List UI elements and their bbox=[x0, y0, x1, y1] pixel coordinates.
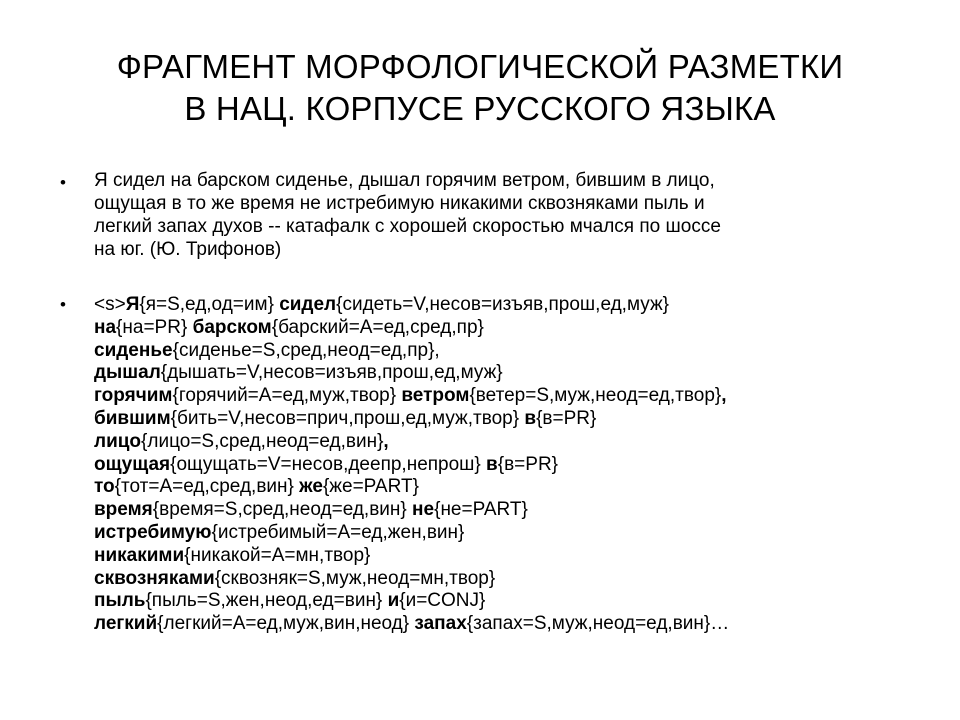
word-form: не bbox=[412, 499, 435, 521]
grammar-tags: {время=S,сред,неод=ед,вин} bbox=[152, 499, 413, 521]
word-form: , bbox=[721, 385, 727, 407]
word-form: запах bbox=[414, 613, 467, 635]
example-line: Я сидел на барском сиденье, дышал горячим ветром, бившим в лицо, bbox=[94, 170, 715, 191]
example-line: ощущая в то же время не истребимую никакими сквозняками пыль и bbox=[94, 193, 705, 214]
example-sentence bbox=[94, 169, 721, 261]
markup-line bbox=[94, 499, 729, 522]
grammar-tags: {тот=A=ед,сред,вин} bbox=[114, 476, 300, 498]
markup-line bbox=[94, 590, 729, 613]
grammar-tags: {на=PR} bbox=[116, 316, 193, 338]
title-line-1: ФРАГМЕНТ МОРФОЛОГИЧЕСКОЙ РАЗМЕТКИ bbox=[116, 48, 844, 85]
markup-line bbox=[94, 476, 729, 499]
example-line: легкий запах духов -- катафалк с хорошей скоростью мчался по шоссе bbox=[94, 216, 721, 237]
example-line: на юг. (Ю. Трифонов) bbox=[94, 239, 282, 260]
markup-line bbox=[94, 362, 729, 385]
word-form: дышал bbox=[94, 362, 161, 384]
word-form: Я bbox=[125, 294, 140, 315]
markup-line bbox=[94, 431, 729, 454]
grammar-tags: {и=CONJ} bbox=[399, 590, 486, 612]
word-form: ощущая bbox=[94, 453, 171, 475]
word-form: сиденье bbox=[94, 339, 173, 361]
grammar-tags: {же=PART} bbox=[322, 476, 419, 498]
grammar-tags: {лицо=S,сред,неод=ед,вин} bbox=[141, 430, 384, 452]
markup-line bbox=[94, 408, 729, 431]
markup-line bbox=[94, 545, 729, 568]
word-form: , bbox=[383, 430, 389, 452]
markup-line bbox=[94, 385, 729, 408]
grammar-tags: {бить=V,несов=прич,прош,ед,муж,твор} bbox=[170, 407, 525, 429]
markup-line bbox=[94, 568, 729, 591]
word-form: время bbox=[94, 499, 153, 521]
morphological-markup bbox=[94, 294, 729, 636]
word-form: легкий bbox=[94, 613, 158, 635]
grammar-tags: {никакой=A=мн,твор} bbox=[184, 544, 371, 566]
grammar-tags: {в=PR} bbox=[497, 453, 559, 475]
markup-line bbox=[94, 294, 729, 317]
word-form: на bbox=[94, 316, 117, 338]
word-form: в bbox=[486, 453, 498, 475]
title-line-2: В НАЦ. КОРПУСЕ РУССКОГО ЯЗЫКА bbox=[184, 90, 776, 127]
markup-line bbox=[94, 454, 729, 477]
grammar-tags: {сквозняк=S,муж,неод=мн,твор} bbox=[214, 567, 496, 589]
bullet-1: • bbox=[60, 173, 66, 192]
grammar-tags: {пыль=S,жен,неод,ед=вин} bbox=[145, 590, 388, 612]
markup-line bbox=[94, 613, 729, 636]
grammar-tags: {запах=S,муж,неод=ед,вин}… bbox=[466, 613, 730, 635]
grammar-tags: {горячий=A=ед,муж,твор} bbox=[172, 385, 402, 407]
word-form: лицо bbox=[94, 430, 142, 452]
markup-line bbox=[94, 317, 729, 340]
grammar-tags: {истребимый=A=ед,жен,вин} bbox=[211, 521, 465, 543]
grammar-tags: {в=PR} bbox=[536, 407, 597, 429]
word-form: бившим bbox=[94, 407, 171, 429]
grammar-tags: {я=S,ед,од=им} bbox=[139, 294, 280, 315]
word-form: сквозняками bbox=[94, 567, 215, 589]
grammar-tags: {ощущать=V=несов,деепр,непрош} bbox=[170, 453, 487, 475]
bullet-2: • bbox=[60, 295, 66, 314]
word-form: же bbox=[299, 476, 323, 498]
word-form: истребимую bbox=[94, 521, 212, 543]
markup-line bbox=[94, 340, 729, 363]
word-form: пыль bbox=[94, 590, 146, 612]
word-form: барском bbox=[192, 316, 272, 338]
grammar-tags: <s> bbox=[94, 294, 126, 315]
grammar-tags: {легкий=A=ед,муж,вин,неод} bbox=[157, 613, 415, 635]
slide-title bbox=[0, 46, 960, 130]
word-form: и bbox=[387, 590, 400, 612]
grammar-tags: {сиденье=S,сред,неод=ед,пр}, bbox=[172, 339, 440, 361]
grammar-tags: {дышать=V,несов=изъяв,прош,ед,муж} bbox=[160, 362, 503, 384]
markup-line bbox=[94, 522, 729, 545]
grammar-tags: {не=PART} bbox=[434, 499, 528, 521]
grammar-tags: {ветер=S,муж,неод=ед,твор} bbox=[469, 385, 722, 407]
grammar-tags: {сидеть=V,несов=изъяв,прош,ед,муж} bbox=[336, 294, 670, 315]
grammar-tags: {барский=A=ед,сред,пр} bbox=[271, 316, 484, 338]
word-form: в bbox=[524, 407, 537, 429]
word-form: горячим bbox=[94, 385, 173, 407]
word-form: никакими bbox=[94, 544, 185, 566]
word-form: ветром bbox=[401, 385, 470, 407]
word-form: сидел bbox=[279, 294, 337, 315]
word-form: то bbox=[94, 476, 115, 498]
